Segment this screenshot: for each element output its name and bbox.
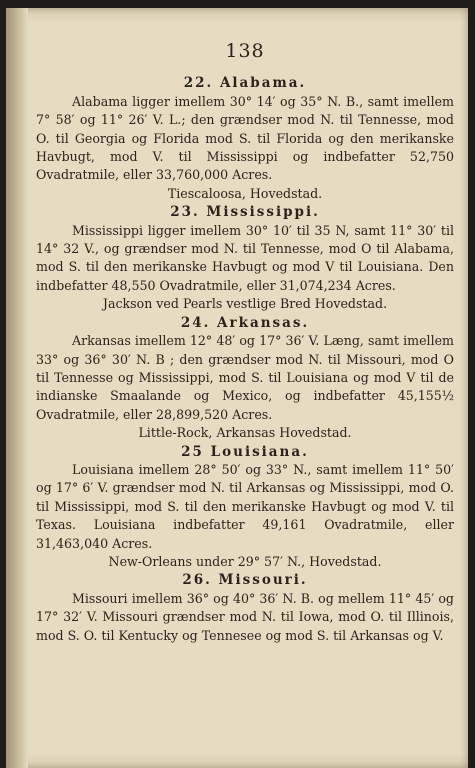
capital-line-mississippi: Jackson ved Pearls vestlige Bred Hovedstad. <box>102 296 388 312</box>
section-heading-louisiana: 25 Louisiana. <box>181 443 309 460</box>
capital-line-alabama: Tiescaloosa, Hovedstad. <box>167 185 323 201</box>
paragraph-mississippi: Mississippi ligger imellem 30° 10′ til 35 N, samt 11° 30′ til 14° 32 V., og grændser mod N. til Tennesse, mod O til Alabama, mod S. til den merikanske Havbugt og mod V til Louisiana. Den indbefatter 48,550 Ovadratmile, eller 31,074,234 Acres. <box>36 222 454 293</box>
page-content <box>36 42 454 645</box>
capital-line-arkansas: Little-Rock, Arkansas Hovedstad. <box>138 425 352 441</box>
section-heading-alabama: 22. Alabama. <box>183 75 307 92</box>
page-gutter <box>6 8 28 768</box>
book-page <box>6 8 468 768</box>
page-number: 138 <box>225 40 265 62</box>
paragraph-missouri: Missouri imellem 36° og 40° 36′ N. B. og mellem 11° 45′ og 17° 32′ V. Missouri grændser mod N. til Iowa, mod O. til Illinois, mod S. O. til Kentucky og Tennesee og mod S. til Arkansas og V. <box>36 590 454 643</box>
section-heading-mississippi: 23. Mississippi. <box>170 204 320 221</box>
paragraph-arkansas: Arkansas imellem 12° 48′ og 17° 36′ V. Læng, samt imellem 33° og 36° 30′ N. B ; den grændser mod N. til Missouri, mod O til Tennesse og Mississippi, mod S. til Louisiana og mod V til de indianske Smaalande og Mexico, og indbefatter 45,155½ Ovadratmile, eller 28,899,520 Acres. <box>36 333 454 422</box>
paragraph-alabama: Alabama ligger imellem 30° 14′ og 35° N. B., samt imellem 7° 58′ og 11° 26′ V. L.; den grændser mod N. til Tennesse, mod O. til Georgia og Florida mod S. til Florida og den merikanske Havbugt, mod V. til Mississippi og indbefatter 52,750 Ovadratmile, eller 33,760,000 Acres. <box>36 93 454 183</box>
section-heading-missouri: 26. Missouri. <box>182 572 308 589</box>
section-heading-arkansas: 24. Arkansas. <box>180 314 310 331</box>
capital-line-louisiana: New-Orleans under 29° 57′ N., Hovedstad. <box>108 553 382 569</box>
paragraph-louisiana: Louisiana imellem 28° 50′ og 33° N., samt imellem 11° 50′ og 17° 6′ V. grændser mod N. til Arkansas og Mississippi, mod O. til Mississippi, mod S. til den merikanske Havbugt og mod V. til Texas. Louisiana indbefatter 49,161 Ovadratmile, eller 31,463,040 Acres. <box>36 461 454 551</box>
